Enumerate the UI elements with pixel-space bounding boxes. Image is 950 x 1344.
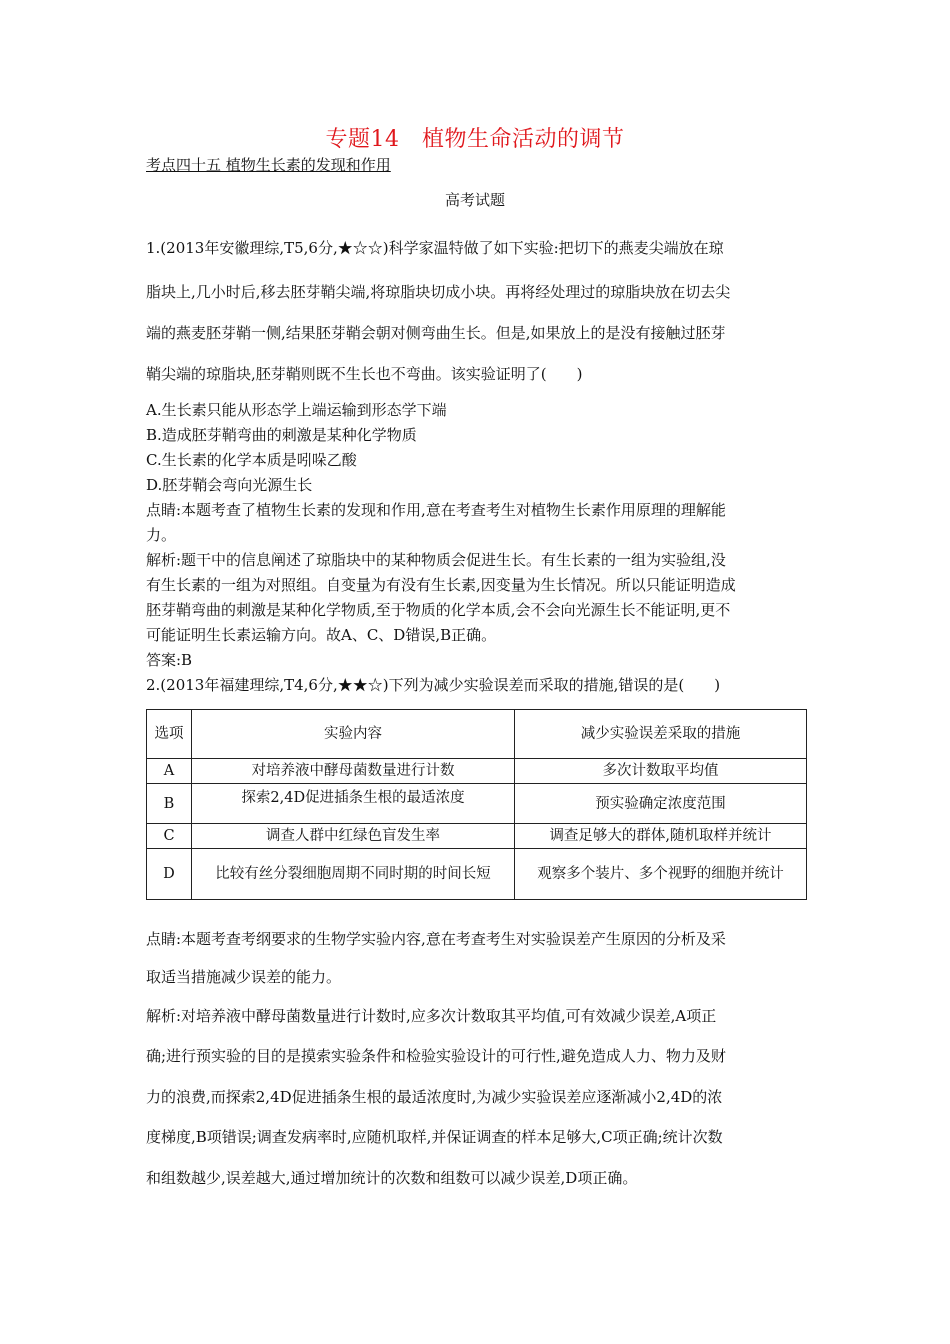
- q2-comment: 取适当措施减少误差的能力。: [146, 968, 342, 986]
- cell-option: A: [147, 759, 192, 784]
- q1-option-a: A.生长素只能从形态学上端运输到形态学下端: [146, 401, 447, 419]
- q2-analysis: 度梯度,B项错误;调查发病率时,应随机取样,并保证调查的样本足够大,C项正确;统计次数: [146, 1128, 723, 1146]
- q1-option-d: D.胚芽鞘会弯向光源生长: [146, 476, 313, 494]
- q1-option-b: B.造成胚芽鞘弯曲的刺激是某种化学物质: [146, 426, 417, 444]
- cell-option: C: [147, 824, 192, 849]
- header-option: 选项: [147, 710, 192, 759]
- q1-stem-line: 脂块上,几小时后,移去胚芽鞘尖端,将琼脂块切成小块。再将经处理过的琼脂块放在切去尖: [146, 283, 731, 301]
- cell-content: 比较有丝分裂细胞周期不同时期的时间长短: [192, 849, 515, 900]
- q1-stem-line: 鞘尖端的琼脂块,胚芽鞘则既不生长也不弯曲。该实验证明了( ): [146, 365, 583, 383]
- q2-comment: 点睛:本题考查考纲要求的生物学实验内容,意在考查考生对实验误差产生原因的分析及采: [146, 930, 726, 948]
- q1-analysis: 可能证明生长素运输方向。故A、C、D错误,B正确。: [146, 626, 497, 644]
- table-row: [147, 849, 807, 900]
- q1-stem-line: 端的燕麦胚芽鞘一侧,结果胚芽鞘会朝对侧弯曲生长。但是,如果放上的是没有接触过胚芽: [146, 324, 726, 342]
- cell-measure: 预实验确定浓度范围: [515, 784, 807, 824]
- q1-answer: 答案:B: [146, 651, 193, 669]
- q2-options-table: [146, 709, 807, 900]
- cell-option: B: [147, 784, 192, 824]
- q1-analysis: 胚芽鞘弯曲的刺激是某种化学物质,至于物质的化学本质,会不会向光源生长不能证明,更不: [146, 601, 731, 619]
- q2-analysis: 和组数越少,误差越大,通过增加统计的次数和组数可以减少误差,D项正确。: [146, 1169, 638, 1187]
- table-row: [147, 759, 807, 784]
- q2-stem: 2.(2013年福建理综,T4,6分,★★☆)下列为减少实验误差而采取的措施,错误的是( ): [146, 676, 721, 694]
- q1-comment: 力。: [146, 526, 177, 544]
- table-row: [147, 784, 807, 824]
- header-measure: 减少实验误差采取的措施: [515, 710, 807, 759]
- q1-option-c: C.生长素的化学本质是吲哚乙酸: [146, 451, 357, 469]
- cell-option: D: [147, 849, 192, 900]
- subheading: 高考试题: [444, 191, 505, 209]
- q2-analysis: 力的浪费,而探索2,4D促进插条生根的最适浓度时,为减少实验误差应逐渐减小2,4D的浓: [146, 1088, 723, 1106]
- header-content: 实验内容: [192, 710, 515, 759]
- cell-measure: 多次计数取平均值: [515, 759, 807, 784]
- q2-analysis: 确;进行预实验的目的是摸索实验条件和检验实验设计的可行性,避免造成人力、物力及财: [146, 1047, 726, 1065]
- cell-content: 探索2,4D促进插条生根的最适浓度: [192, 784, 515, 824]
- q1-analysis: 有生长素的一组为对照组。自变量为有没有生长素,因变量为生长情况。所以只能证明造成: [146, 576, 736, 594]
- page-title: 专题14 植物生命活动的调节: [325, 127, 625, 152]
- cell-measure: 调查足够大的群体,随机取样并统计: [515, 824, 807, 849]
- cell-measure: 观察多个装片、多个视野的细胞并统计: [515, 849, 807, 900]
- section-heading: 考点四十五 植物生长素的发现和作用: [146, 156, 391, 174]
- cell-content: 对培养液中酵母菌数量进行计数: [192, 759, 515, 784]
- cell-content: 调查人群中红绿色盲发生率: [192, 824, 515, 849]
- q1-stem-line: 1.(2013年安徽理综,T5,6分,★☆☆)科学家温特做了如下实验:把切下的燕麦尖端放在琼: [146, 239, 724, 257]
- table-row: [147, 824, 807, 849]
- q2-analysis: 解析:对培养液中酵母菌数量进行计数时,应多次计数取其平均值,可有效减少误差,A项正: [146, 1007, 717, 1025]
- table-header-row: [147, 710, 807, 759]
- q1-analysis: 解析:题干中的信息阐述了琼脂块中的某种物质会促进生长。有生长素的一组为实验组,没: [146, 551, 726, 569]
- q1-comment: 点睛:本题考查了植物生长素的发现和作用,意在考查考生对植物生长素作用原理的理解能: [146, 501, 726, 519]
